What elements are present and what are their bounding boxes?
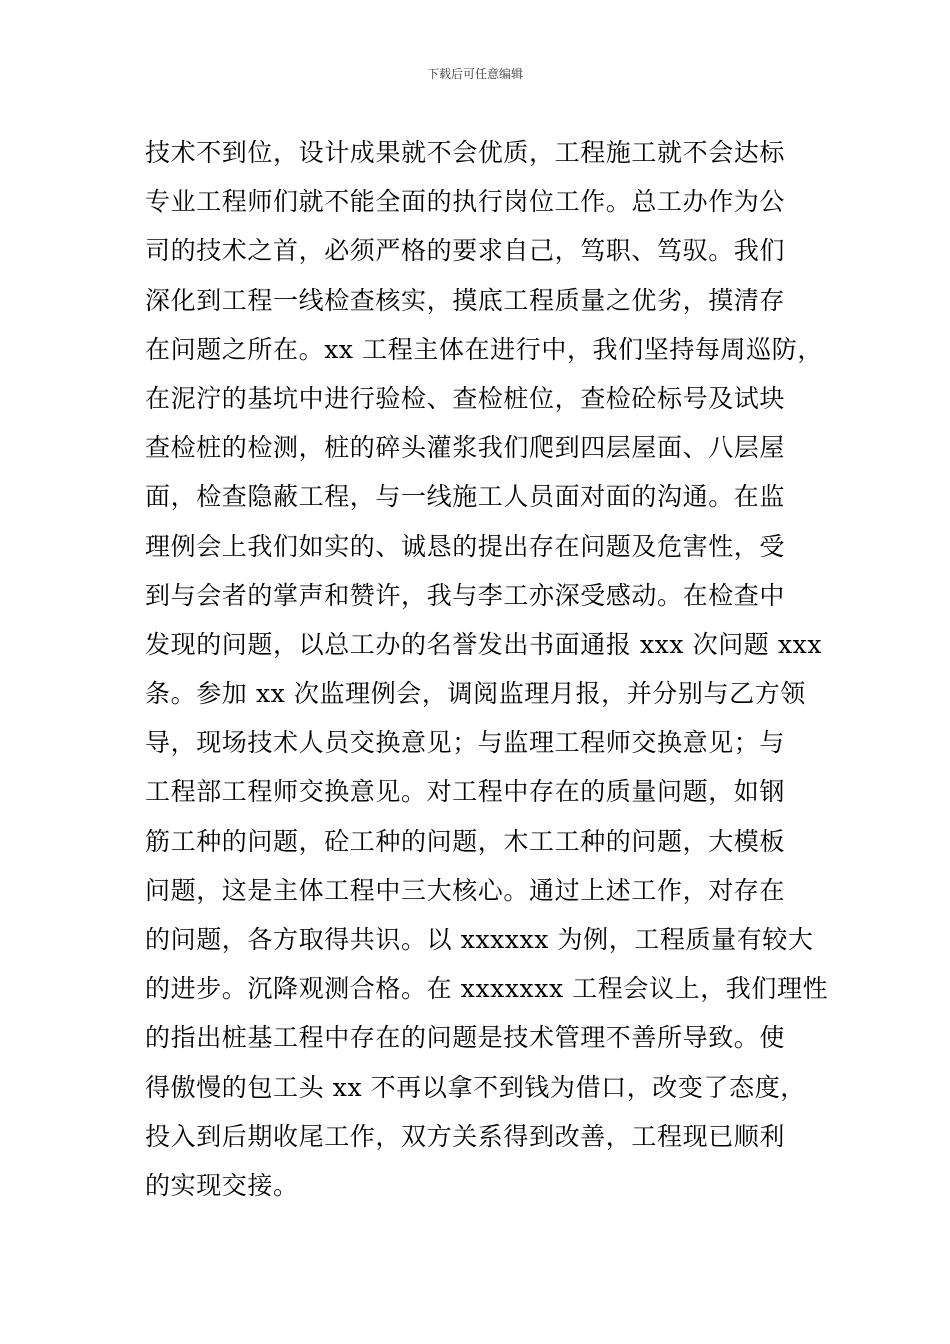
text-line: 的进步。沉降观测合格。在 xxxxxxx 工程会议上，我们理性 <box>145 974 829 1004</box>
text-line: 筋工种的问题，砼工种的问题，木工工种的问题，大模板 <box>145 826 786 856</box>
text-line: 到与会者的掌声和赞许，我与李工亦深受感动。在检查中 <box>145 580 786 610</box>
text-line: 的问题，各方取得共识。以 xxxxxx 为例，工程质量有较大 <box>145 925 814 954</box>
text-line: 得傲慢的包工头 xx 不再以拿不到钱为借口，改变了态度， <box>145 1072 806 1102</box>
text-line: 深化到工程一线检查核实，摸底工程质量之优劣，摸清存 <box>145 285 786 315</box>
text-line: 技术不到位，设计成果就不会优质，工程施工就不会达标 <box>145 138 786 167</box>
text-line: 理例会上我们如实的、诚恳的提出存在问题及危害性，受 <box>145 531 786 561</box>
text-line: 司的技术之首，必须严格的要求自己，笃职、笃驭。我们 <box>145 236 786 266</box>
text-line: 面，检查隐蔽工程，与一线施工人员面对面的沟通。在监 <box>145 482 786 512</box>
text-line: 投入到后期收尾工作，双方关系得到改善，工程现已顺利 <box>145 1121 786 1151</box>
body-paragraph <box>145 128 845 1210</box>
text-line: 查检桩的检测，桩的碎头灌浆我们爬到四层屋面、八层屋 <box>145 433 786 463</box>
text-line: 在问题之所在。xx 工程主体在进行中，我们坚持每周巡防， <box>145 334 823 364</box>
text-line: 专业工程师们就不能全面的执行岗位工作。总工办作为公 <box>145 187 786 217</box>
page-header: 下载后可任意编辑 <box>426 67 523 81</box>
text-line: 发现的问题，以总工办的名誉发出书面通报 xxx 次问题 xxx <box>145 629 823 659</box>
text-line: 工程部工程师交换意见。对工程中存在的质量问题，如钢 <box>145 777 786 807</box>
text-line: 的实现交接。 <box>145 1170 299 1200</box>
text-line: 条。参加 xx 次监理例会，调阅监理月报，并分别与乙方领 <box>145 679 806 709</box>
text-line: 在泥泞的基坑中进行验检、查检桩位，查检砼标号及试块 <box>145 383 786 413</box>
text-line: 的指出桩基工程中存在的问题是技术管理不善所导致。使 <box>145 1023 786 1053</box>
text-line: 导，现场技术人员交换意见；与监理工程师交换意见；与 <box>145 728 786 758</box>
text-line: 问题，这是主体工程中三大核心。通过上述工作，对存在 <box>145 875 786 905</box>
